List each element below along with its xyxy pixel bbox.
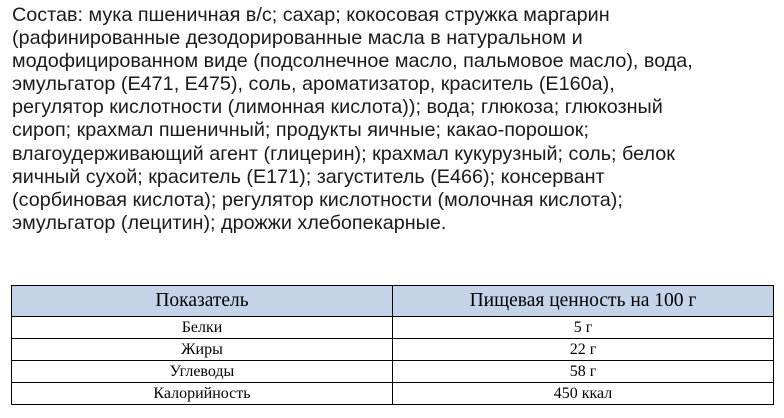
row-value: 450 ккал: [393, 383, 774, 405]
composition-line: сироп; крахмал пшеничный; продукты яичные; какао-порошок;: [12, 119, 589, 142]
composition-line: влагоудерживающий агент (глицерин); крахмал кукурузный; соль; белок: [12, 142, 675, 165]
table-body: [12, 317, 774, 405]
row-label: Углеводы: [12, 361, 393, 383]
composition-line: регулятор кислотности (лимонная кислота)); вода; глюкоза; глюкозный: [12, 96, 663, 119]
composition-line: (сорбиновая кислота); регулятор кислотности (молочная кислота);: [12, 188, 623, 211]
table-header-row: [12, 286, 774, 317]
row-value: 58 г: [393, 361, 774, 383]
table-row: [12, 383, 774, 405]
row-label: Белки: [12, 317, 393, 339]
composition-text: [12, 4, 780, 235]
row-label: Жиры: [12, 339, 393, 361]
header-nutritional-value: Пищевая ценность на 100 г: [393, 286, 774, 317]
row-label: Калорийность: [12, 383, 393, 405]
row-value: 5 г: [393, 317, 774, 339]
nutrition-table: [11, 285, 774, 405]
table-row: [12, 339, 774, 361]
header-indicator: Показатель: [12, 286, 393, 317]
composition-line: яичный сухой; краситель (Е171); загуститель (Е466); консервант: [12, 165, 605, 188]
table-row: [12, 361, 774, 383]
composition-line: (рафинированные дезодорированные масла в натуральном и: [12, 27, 583, 50]
composition-line: эмульгатор (Е471, Е475), соль, ароматизатор, краситель (Е160а),: [12, 73, 615, 96]
composition-line: Состав: мука пшеничная в/с; сахар; кокосовая стружка маргарин: [12, 4, 610, 26]
table-header: [12, 286, 774, 317]
table-row: [12, 317, 774, 339]
composition-line: модофицированном виде (подсолнечное масло, пальмовое масло), вода,: [12, 50, 693, 73]
row-value: 22 г: [393, 339, 774, 361]
composition-line: эмульгатор (лецитин); дрожжи хлебопекарные.: [12, 211, 447, 234]
